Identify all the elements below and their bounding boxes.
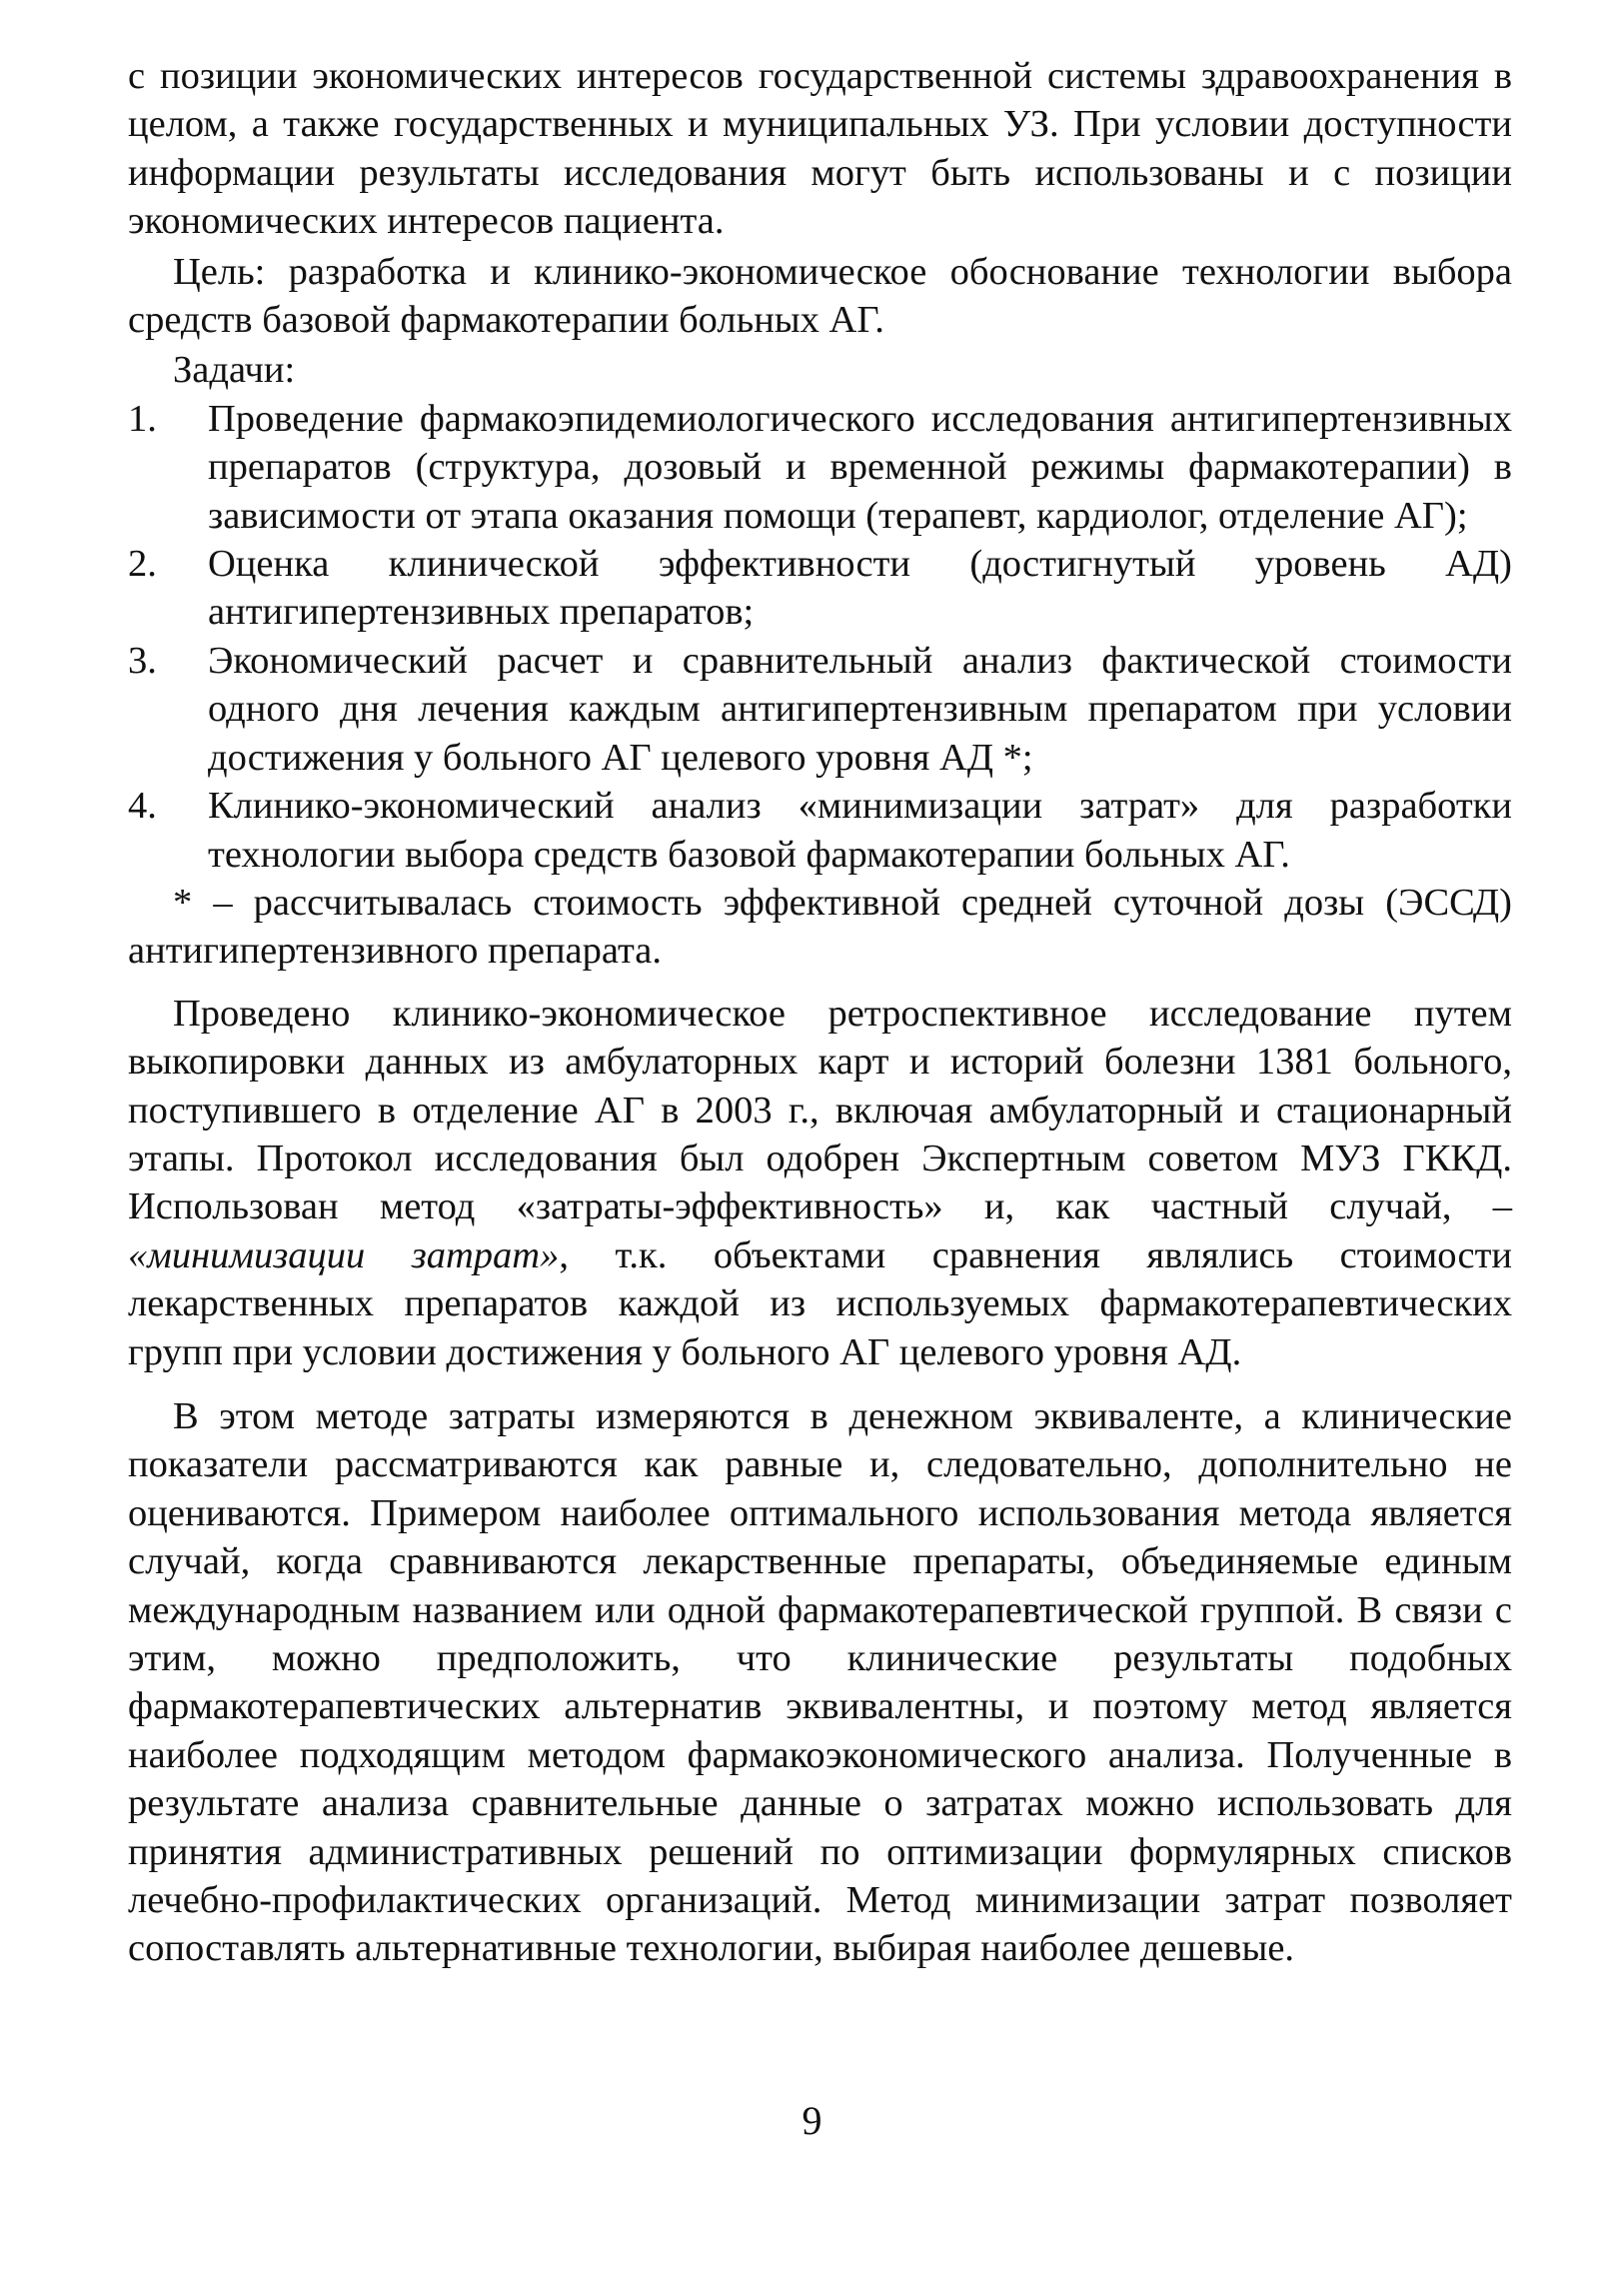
task-text: Экономический расчет и сравнительный анализ фактической стоимости одного дня лечения каждым антигипертензивным препаратом при условии достижения у больного АГ целевого уровня АД *; [208, 639, 1512, 779]
intro-paragraph: с позиции экономических интересов государственной системы здравоохранения в целом, а также государственных и муниципальных УЗ. При условии доступности информации результаты исследования могут быть использованы и с позиции экономических интересов пациента. [128, 55, 1512, 243]
study-text-before: Проведено клинико-экономическое ретроспективное исследование путем выкопировки данных из амбулаторных карт и историй болезни 1381 больного, поступившего в отделение АГ в 2003 г., включая амбулаторный и стационарный этапы. Протокол исследования был одобрен Экспертным советом МУЗ ГККД. Использован метод «затраты-эффективность» и, как частный случай, – [128, 992, 1512, 1228]
task-item [128, 637, 1512, 782]
page-number: 9 [802, 2098, 822, 2143]
task-number: 4. [128, 785, 157, 828]
task-number: 1. [128, 397, 157, 440]
task-item [128, 395, 1512, 540]
study-paragraph [128, 990, 1512, 1376]
task-text: Клинико-экономический анализ «минимизации затрат» для разработки технологии выбора средств базовой фармакотерапии больных АГ. [208, 785, 1512, 876]
goal-paragraph: Цель: разработка и клинико-экономическое обоснование технологии выбора средств базовой фармакотерапии больных АГ. [128, 250, 1512, 342]
tasks-list [128, 395, 1512, 879]
tasks-heading: Задачи: [173, 349, 296, 392]
task-item [128, 540, 1512, 637]
task-item [128, 782, 1512, 879]
study-italic-term: «минимизации затрат» [128, 1233, 560, 1276]
task-number: 3. [128, 639, 157, 682]
document-page [128, 52, 1512, 1973]
task-text: Проведение фармакоэпидемиологического исследования антигипертензивных препаратов (структура, дозовый и временной режимы фармакотерапии) в зависимости от этапа оказания помощи (терапевт, кардиолог, отделение АГ); [208, 397, 1512, 537]
study-text-after: , т.к. объектами сравнения являлись стоимости лекарственных препаратов каждой из используемых фармакотерапевтических групп при условии достижения у больного АГ целевого уровня АД. [128, 1233, 1512, 1373]
method-paragraph: В этом методе затраты измеряются в денежном эквиваленте, а клинические показатели рассматриваются как равные и, следовательно, дополнительно не оцениваются. Примером наиболее оптимального использования метода является случай, когда сравниваются лекарственные препараты, объединяемые единым международным названием или одной фармакотерапевтической группой. В связи с этим, можно предположить, что клинические результаты подобных фармакотерапевтических альтернатив эквивалентны, и поэтому метод является наиболее подходящим методом фармакоэкономического анализа. Полученные в результате анализа сравнительные данные о затратах можно использовать для принятия административных решений по оптимизации формулярных списков лечебно-профилактических организаций. Метод минимизации затрат позволяет сопоставлять альтернативные технологии, выбирая наиболее дешевые. [128, 1394, 1512, 1970]
footnote-paragraph: * – рассчитывалась стоимость эффективной средней суточной дозы (ЭССД) антигипертензивного препарата. [128, 881, 1512, 973]
task-text: Оценка клинической эффективности (достигнутый уровень АД) антигипертензивных препаратов; [208, 543, 1512, 634]
task-number: 2. [128, 543, 157, 586]
